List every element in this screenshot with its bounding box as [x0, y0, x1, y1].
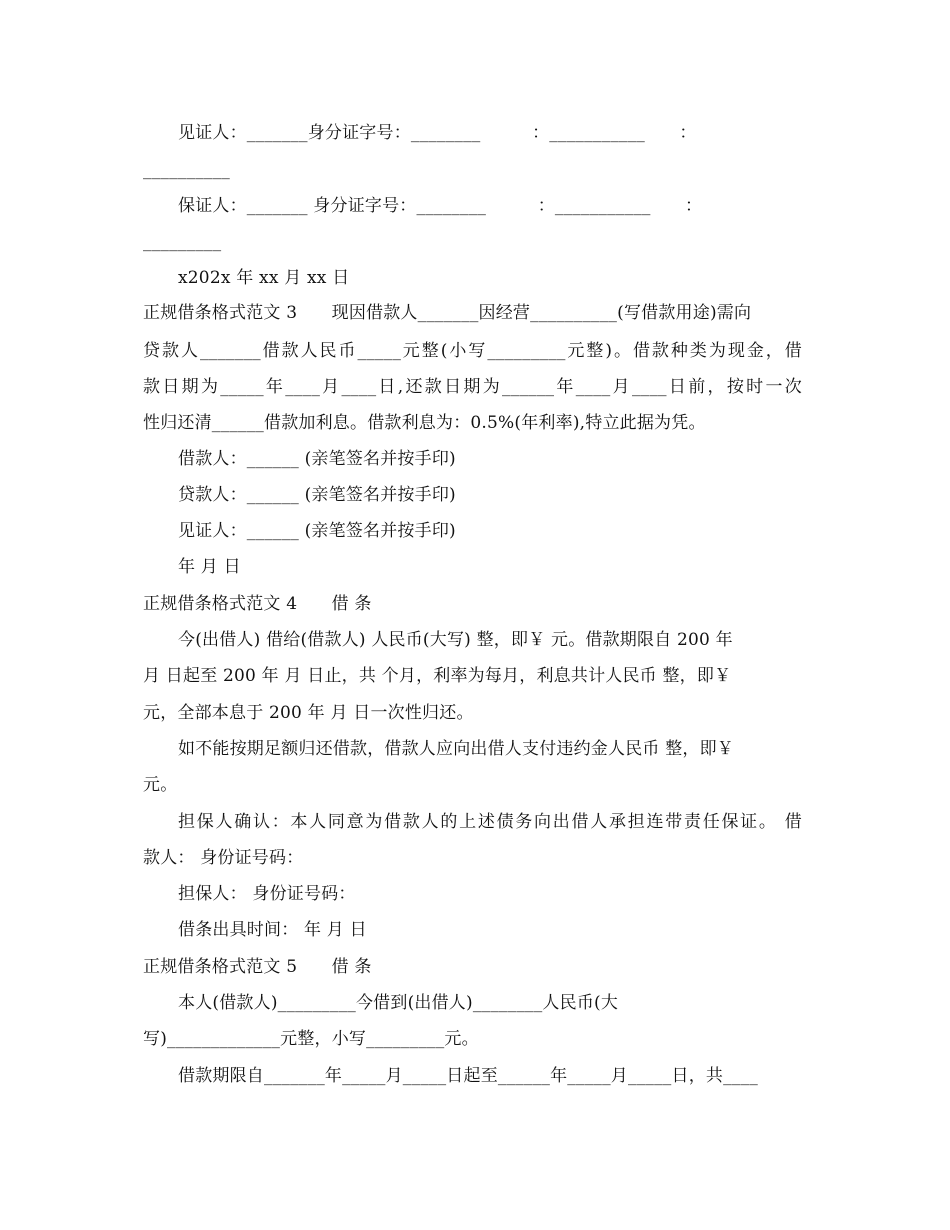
issue-time-line: 借条出具时间： 年 月 日: [178, 920, 367, 940]
lender-signature-line: 贷款人：______ (亲笔签名并按手印): [178, 485, 456, 505]
sample-3-body-line: 款日期为_____年____月____日,还款日期为______年____月____日前，按时一次: [143, 377, 802, 397]
borrower-id-line: 款人： 身份证号码：: [143, 848, 304, 868]
sample-3-body-line: 性归还清______借款加利息。借款利息为：0.5%(年利率),特立此据为凭。: [143, 413, 706, 433]
date-line: x202x 年 xx 月 xx 日: [178, 268, 350, 288]
penalty-line-continued: 元。: [143, 775, 178, 795]
borrower-signature-line: 借款人：______ (亲笔签名并按手印): [178, 449, 456, 469]
sample-3-heading-line: 正规借条格式范文 3 现因借款人_______因经营__________(写借款用途)需向: [143, 303, 752, 323]
guarantor-id-line: 担保人： 身份证号码：: [178, 884, 356, 904]
loan-period-line: 借款期限自_______年_____月_____日起至______年_____月_____日，共____: [178, 1066, 758, 1086]
sample-3-body-line: 贷款人_______借款人民币_____元整(小写_________元整)。借款种类为现金，借: [143, 341, 802, 361]
sample-4-body-line: 月 日起至 200 年 月 日止，共 个月，利率为每月，利息共计人民币 整，即￥: [143, 666, 732, 686]
guarantor-line-continued: _________: [143, 232, 222, 252]
witness-signature-line: 见证人：______ (亲笔签名并按手印): [178, 521, 456, 541]
sample-4-heading: 正规借条格式范文 4 借 条: [143, 594, 372, 614]
sample-4-body-line: 今(出借人) 借给(借款人) 人民币(大写) 整，即￥ 元。借款期限自 200 年: [178, 630, 733, 650]
guarantor-line: 保证人：_______ 身分证字号：________ ：___________ ：: [178, 196, 703, 216]
sample-5-heading: 正规借条格式范文 5 借 条: [143, 957, 372, 977]
witness-line: 见证人：_______身分证字号：________ ：___________ ：: [178, 123, 697, 143]
penalty-line: 如不能按期足额归还借款，借款人应向出借人支付违约金人民币 整，即￥: [178, 739, 735, 759]
sample-5-body-line: 写)_____________元整，小写_________元。: [143, 1029, 479, 1049]
sample-5-body-line: 本人(借款人)_________今借到(出借人)________人民币(大: [178, 993, 619, 1013]
witness-line-continued: __________: [143, 160, 230, 180]
guarantor-confirmation-line: 担保人确认：本人同意为借款人的上述债务向出借人承担连带责任保证。 借: [178, 812, 802, 832]
sample-4-body-line: 元，全部本息于 200 年 月 日一次性归还。: [143, 703, 474, 723]
signature-date-line: 年 月 日: [178, 557, 241, 577]
